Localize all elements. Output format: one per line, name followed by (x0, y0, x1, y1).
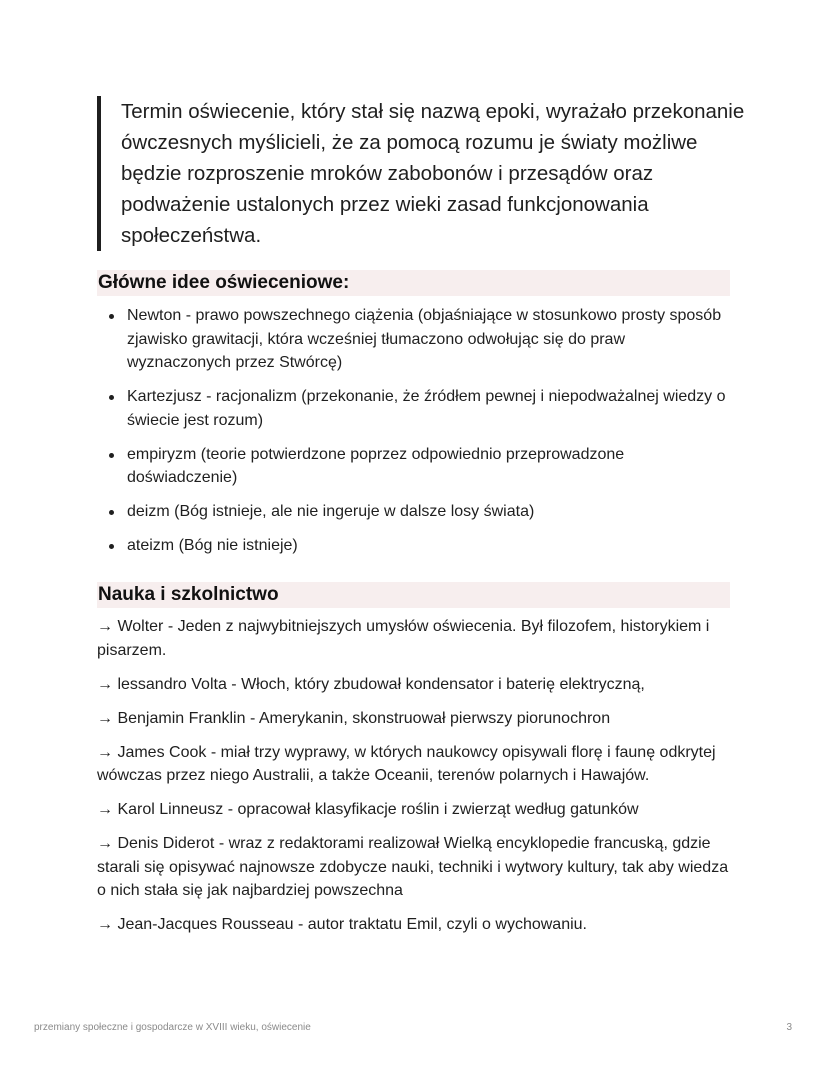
paragraph: → Karol Linneusz - opracował klasyfikacje roślin i zwierząt według gatunków (97, 801, 639, 818)
paragraph: → lessandro Volta - Włoch, który zbudował kondensator i baterię elektryczną, (97, 675, 645, 693)
paragraph: → Benjamin Franklin - Amerykanin, skonstruował pierwszy piorunochron (97, 709, 611, 727)
list-item-text: empiryzm (teorie potwierdzone poprzez odpowiednio przeprowadzone doświadczenie) (127, 445, 625, 486)
page-number: 3 (786, 1022, 792, 1033)
bullet-icon (109, 453, 114, 458)
paragraph: → Denis Diderot - wraz z redaktorami realizował Wielką encyklopedie francuską, gdzie starali się opisywać najnowsze zdobycze nauki, techniki i wytwory kultury, tak aby wiedza o nich stała się jak najbardziej powszechna (97, 835, 729, 899)
bullet-icon (109, 395, 114, 400)
blockquote (97, 96, 751, 251)
paragraph: → James Cook - miał trzy wyprawy, w których naukowcy opisywali florę i faunę odkrytej wówczas przez niego Australii, a także Oceanii, terenów polarnych i Hawajów. (97, 743, 716, 784)
footer-title: przemiany społeczne i gospodarcze w XVIII wieku, oświecenie (34, 1022, 311, 1033)
science-list (97, 615, 732, 947)
list-item-text: deizm (Bóg istnieje, ale nie ingeruje w dalsze losy świata) (127, 503, 535, 520)
list-item-text: ateizm (Bóg nie istnieje) (127, 537, 298, 554)
bullet-icon (109, 510, 114, 515)
quote-text: Termin oświecenie, który stał się nazwą epoki, wyrażało przekonanie ówczesnych myślicieli, że za pomocą rozumu je światy możliwe będzie rozproszenie mroków zabobonów i przesądów oraz podważenie ustalonych przez wieki zasad funkcjonowania społeczeństwa. (121, 100, 745, 247)
list-item-text: Kartezjusz - racjonalizm (przekonanie, że źródłem pewnej i niepodważalnej wiedzy o świecie jest rozum) (127, 388, 726, 429)
list-item (97, 443, 727, 490)
bullet-icon (109, 544, 114, 549)
page-footer (34, 1021, 792, 1035)
list-item (97, 500, 727, 524)
section-heading-ideas: Główne idee oświeceniowe: (97, 270, 730, 296)
list-item (97, 304, 727, 375)
paragraph: → Wolter - Jeden z najwybitniejszych umysłów oświecenia. Był filozofem, historykiem i pisarzem. (97, 618, 710, 659)
ideas-list (97, 304, 727, 568)
bullet-icon (109, 314, 114, 319)
list-item-text: Newton - prawo powszechnego ciążenia (objaśniające w stosunkowo prosty sposób zjawisko grawitacji, która wcześniej tłumaczono odwołując się do praw wyznaczonych przez Stwórcę) (127, 307, 722, 371)
list-item (97, 385, 727, 432)
section-heading-science: Nauka i szkolnictwo (97, 582, 730, 608)
list-item (97, 534, 727, 558)
paragraph: → Jean-Jacques Rousseau - autor traktatu Emil, czyli o wychowaniu. (97, 916, 587, 933)
